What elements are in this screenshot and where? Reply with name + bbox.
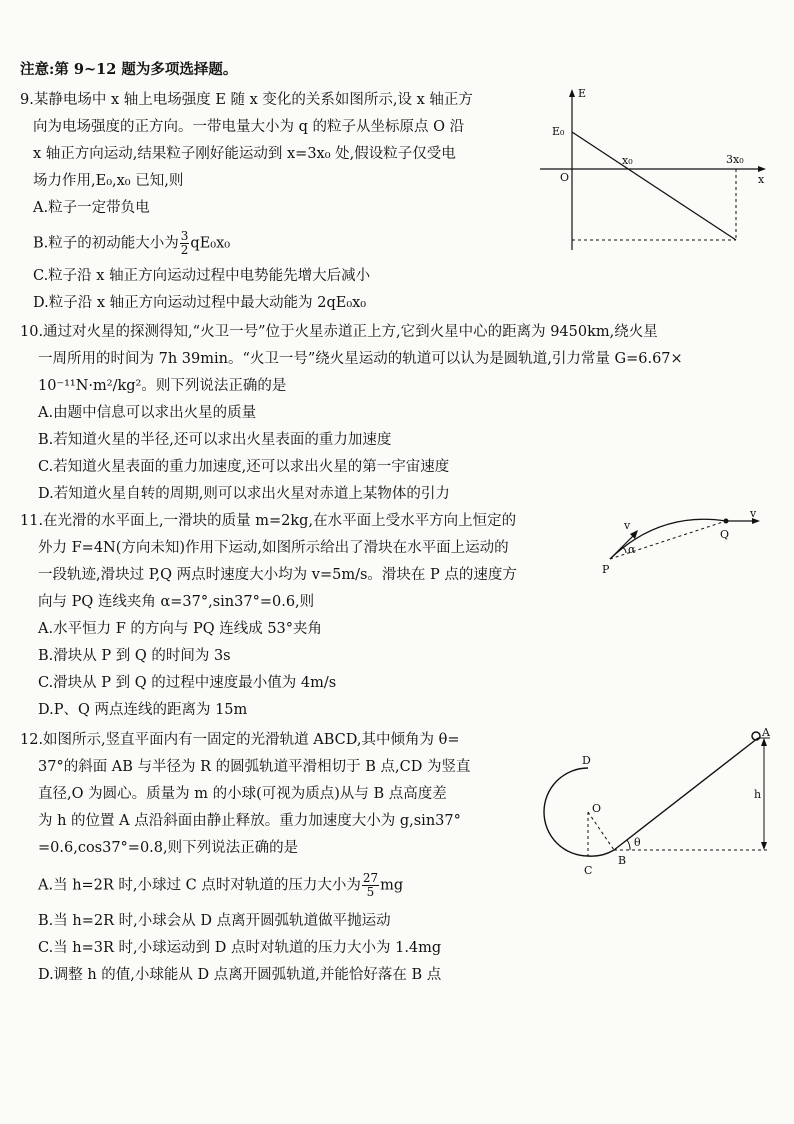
q11-option-a: A.水平恒力 F 的方向与 PQ 连线成 53°夹角 — [38, 621, 323, 637]
axis-e-label: E — [578, 87, 587, 100]
q12-option-a: A.当 h=2R 时,小球过 C 点时对轨道的压力大小为 $\frac{27}{5}$ mg — [38, 871, 404, 899]
origin-label: O — [560, 171, 570, 184]
q9-line-3: x 轴正方向运动,结果粒子刚好能运动到 x=3x₀ 处,假设粒子仅受电 — [33, 146, 456, 162]
q12-option-c: C.当 h=3R 时,小球运动到 D 点时对轨道的压力大小为 1.4mg — [38, 940, 442, 956]
q10-line-1: 10.通过对火星的探测得知,“火卫一号”位于火星赤道正上方,它到火星中心的距离为 9450km,绕火星 — [20, 324, 658, 340]
q9-option-b: B.粒子的初动能大小为 $\frac{3}{2}$ qE₀x₀ — [33, 229, 231, 257]
axis-x-label: x — [758, 173, 765, 186]
q9-line-1: 9.某静电场中 x 轴上电场强度 E 随 x 变化的关系如图所示,设 x 轴正方 — [20, 92, 473, 108]
velocity-q-label: v — [750, 507, 757, 520]
q9-line-4: 场力作用,E₀,x₀ 已知,则 — [33, 173, 184, 189]
q11-line-4: 向与 PQ 连线夹角 α=37°,sin37°=0.6,则 — [38, 594, 315, 610]
q10-option-c: C.若知道火星表面的重力加速度,还可以求出火星的第一宇宙速度 — [38, 459, 450, 475]
q12-line-2: 37°的斜面 AB 与半径为 R 的圆弧轨道平滑相切于 B 点,CD 为竖直 — [38, 759, 471, 775]
x0-label: x₀ — [622, 154, 633, 167]
alpha-label: α — [628, 543, 636, 556]
q10-option-a: A.由题中信息可以求出火星的质量 — [38, 405, 257, 421]
q12-line-3: 直径,O 为圆心。质量为 m 的小球(可视为质点)从与 B 点高度差 — [38, 786, 447, 802]
q12-line-5: =0.6,cos37°=0.8,则下列说法正确的是 — [38, 840, 299, 856]
q10-option-d: D.若知道火星自转的周期,则可以求出火星对赤道上某物体的引力 — [38, 486, 450, 502]
q12-line-1: 12.如图所示,竖直平面内有一固定的光滑轨道 ABCD,其中倾角为 θ= — [20, 732, 460, 748]
q9-line-2: 向为电场强度的正方向。一带电量大小为 q 的粒子从坐标原点 O 沿 — [33, 119, 465, 135]
q11-line-2: 外力 F=4N(方向未知)作用下运动,如图所示给出了滑块在水平面上运动的 — [38, 540, 509, 556]
center-o-label: O — [592, 802, 602, 815]
height-h-label: h — [754, 788, 762, 801]
point-b-label: B — [618, 854, 627, 867]
q12-line-4: 为 h 的位置 A 点沿斜面由静止释放。重力加速度大小为 g,sin37° — [38, 813, 461, 829]
point-d-label: D — [582, 754, 591, 767]
q11-option-b: B.滑块从 P 到 Q 的时间为 3s — [38, 648, 231, 664]
q11-option-d: D.P、Q 两点连线的距离为 15m — [38, 702, 248, 718]
point-a-label: A — [762, 726, 770, 739]
q12-option-d: D.调整 h 的值,小球能从 D 点离开圆弧轨道,并能恰好落在 B 点 — [38, 967, 442, 983]
q11-option-c: C.滑块从 P 到 Q 的过程中速度最小值为 4m/s — [38, 675, 337, 691]
section-note: 注意:第 9~12 题为多项选择题。 — [20, 61, 238, 78]
q12-track-figure — [530, 728, 780, 878]
q9-option-a: A.粒子一定带负电 — [33, 200, 150, 216]
3x0-label: 3x₀ — [726, 153, 744, 166]
q10-line-3: 10⁻¹¹N·m²/kg²。则下列说法正确的是 — [38, 378, 287, 394]
e0-label: E₀ — [552, 125, 565, 138]
theta-label: θ — [634, 836, 641, 849]
point-c-label: C — [584, 864, 593, 877]
q11-line-1: 11.在光滑的水平面上,一滑块的质量 m=2kg,在水平面上受水平方向上恒定的 — [20, 513, 517, 529]
velocity-p-label: v — [624, 519, 631, 532]
point-p-label: P — [602, 563, 610, 576]
q10-line-2: 一周所用的时间为 7h 39min。“火卫一号”绕火星运动的轨道可以认为是圆轨道,引力常量 G=6.67× — [38, 351, 683, 367]
point-q-label: Q — [720, 528, 730, 541]
q9-option-c: C.粒子沿 x 轴正方向运动过程中电势能先增大后减小 — [33, 268, 371, 284]
q9-option-d: D.粒子沿 x 轴正方向运动过程中最大动能为 2qE₀x₀ — [33, 295, 367, 311]
q12-option-b: B.当 h=2R 时,小球会从 D 点离开圆弧轨道做平抛运动 — [38, 913, 391, 929]
q10-option-b: B.若知道火星的半径,还可以求出火星表面的重力加速度 — [38, 432, 392, 448]
q11-line-3: 一段轨迹,滑块过 P,Q 两点时速度大小均为 v=5m/s。滑块在 P 点的速度方 — [38, 567, 517, 583]
q11-trajectory-figure — [600, 505, 770, 575]
q9-e-x-graph — [540, 85, 780, 265]
